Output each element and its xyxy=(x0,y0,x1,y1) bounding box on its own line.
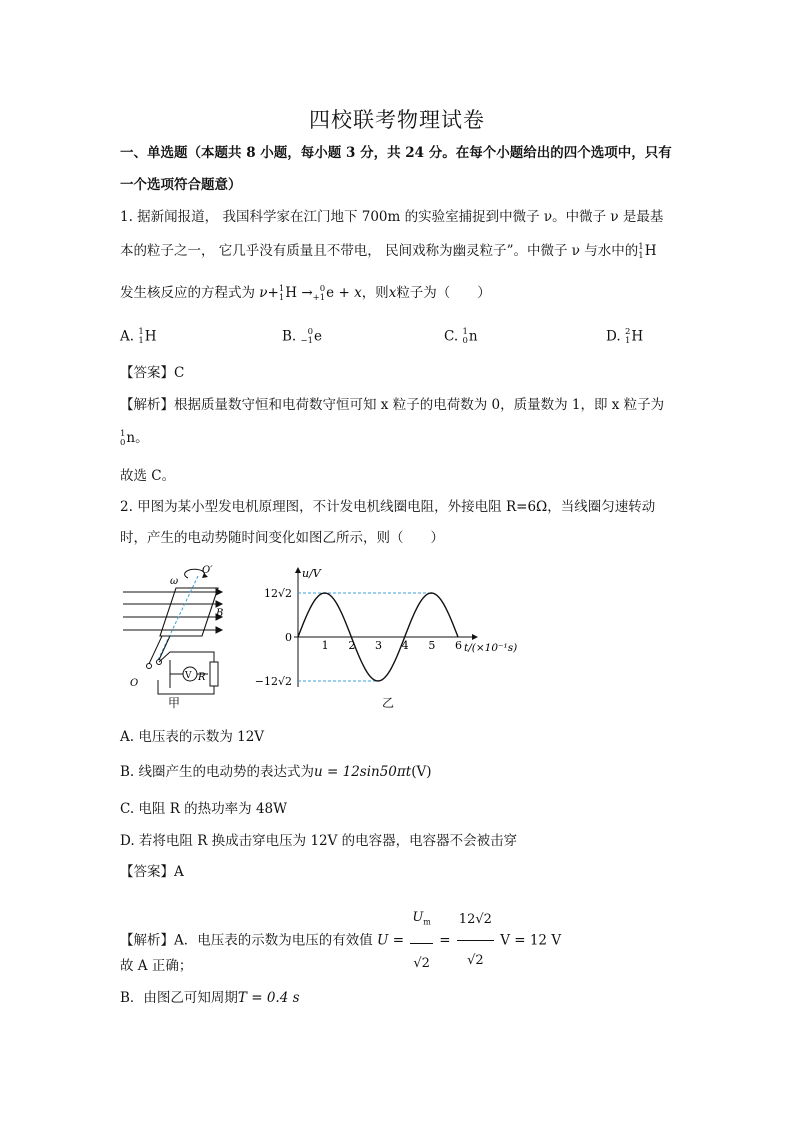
y-tick-label: 12√2 xyxy=(263,587,292,600)
q2-option-d: D. 若将电阻 R 换成击穿电压为 12V 的电容器，电容器不会被击穿 xyxy=(120,833,518,849)
q2-stem-line2: 时，产生的电动势随时间变化如图乙所示，则（ ） xyxy=(120,530,444,546)
y-axis-label: u/V xyxy=(302,567,321,580)
q1-stem-line2 xyxy=(120,241,656,261)
axis-o-label: O xyxy=(130,678,139,689)
axis-o-prime-label: O′ xyxy=(202,565,213,576)
q2-option-c: C. 电阻 R 的热功率为 48W xyxy=(120,801,288,817)
figure-yi-caption: 乙 xyxy=(382,696,395,710)
page-title: 四校联考物理试卷 xyxy=(309,108,485,132)
q1-analysis-line1: 【解析】根据质量数守恒和电荷数守恒可知 x 粒子的电荷数为 0，质量数为 1，即 x 粒子为 xyxy=(120,397,665,413)
figure-jia-caption: 甲 xyxy=(168,696,181,710)
omega-label: ω xyxy=(170,576,179,587)
x-tick-label: 3 xyxy=(375,639,382,652)
q2-option-b: B. 线圈产生的电动势的表达式为u = 12sin50πt(V) xyxy=(120,764,432,780)
q2-answer: 【答案】A xyxy=(120,864,184,880)
x-tick-label: 1 xyxy=(321,639,329,652)
q1-stem-line1: 1. 据新闻报道， 我国科学家在江门地下 700m 的实验室捕捉到中微子 ν。中微子 ν 是最基 xyxy=(120,209,664,225)
q2-stem-line1: 2. 甲图为某小型发电机原理图，不计发电机线圈电阻，外接电阻 R=6Ω，当线圈匀速转动 xyxy=(120,499,656,515)
section-heading-line1: 一、单选题（本题共 8 小题，每小题 3 分，共 24 分。在每个小题给出的四个选项中，只有 xyxy=(120,145,672,161)
voltage-chart xyxy=(250,565,530,690)
q2-analysis-b: B．由图乙可知周期T = 0.4 s xyxy=(120,990,300,1006)
q1-stem-line3: 发生核反应的方程式为 ν+ 1 1 H → 0 +1 e + x，则x粒子为（ ） xyxy=(120,283,491,303)
q1-nuclide-symbol: H xyxy=(644,243,657,259)
x-tick-label: 2 xyxy=(348,639,356,652)
y-axis-arrow xyxy=(295,567,301,573)
fraction-12root2-over-root2: $\frac{12√2}{√2}$ xyxy=(457,900,494,981)
field-b-label: B xyxy=(216,608,224,619)
nuclide-index: 1 1 xyxy=(638,241,644,261)
q2-conclusion-a: 故 A 正确； xyxy=(120,958,193,974)
q2-option-a: A. 电压表的示数为 12V xyxy=(120,729,265,745)
q1-stem-line3-a: 发生核反应的方程式为 xyxy=(120,285,255,301)
q1-option-b: B. 0 −1 e xyxy=(282,327,323,346)
q1-answer: 【答案】C xyxy=(120,365,185,381)
resistor-label: R xyxy=(198,672,206,683)
x-axis-label: t/(×10⁻¹s) xyxy=(464,642,518,654)
fraction-um-over-root2: $\frac{U_m}{√2}$ xyxy=(410,898,433,984)
y-tick-label: −12√2 xyxy=(254,675,292,688)
x-axis-arrow xyxy=(472,634,478,640)
q1-option-c: C. 1 0 n xyxy=(444,327,478,346)
q1-option-d: D. 2 1 H xyxy=(606,327,644,346)
x-tick-label: 4 xyxy=(401,639,409,652)
q1-stem-line3-c: 粒子为（ ） xyxy=(396,285,491,301)
x-tick-label: 6 xyxy=(455,639,462,652)
y-tick-label: 0 xyxy=(285,631,292,644)
q2-analysis-a: 【解析】A．电压表的示数为电压的有效值 U = $\frac{U_m}{√2}$ = $\frac{12√2}{√2}$ V = 12 V xyxy=(120,898,561,984)
q1-conclusion: 故选 C。 xyxy=(120,468,176,484)
q1-stem-line3-b: ，则 xyxy=(361,285,389,301)
section-heading-line2: 一个选项符合题意） xyxy=(120,177,242,193)
voltmeter-label: V xyxy=(185,671,192,681)
q1-analysis-line2: 1 0 n。 xyxy=(120,428,149,448)
q1-option-a: A. 1 1 H xyxy=(120,327,157,346)
x-tick-label: 5 xyxy=(428,639,436,652)
reaction-equation: ν+ 1 1 H → 0 +1 e + x xyxy=(259,283,362,303)
q1-stem-line2-text: 本的粒子之一， 它几乎没有质量且不带电， 民间戏称为幽灵粒子”。中微子 ν 与水中的 xyxy=(120,243,639,259)
generator-diagram xyxy=(118,562,228,712)
